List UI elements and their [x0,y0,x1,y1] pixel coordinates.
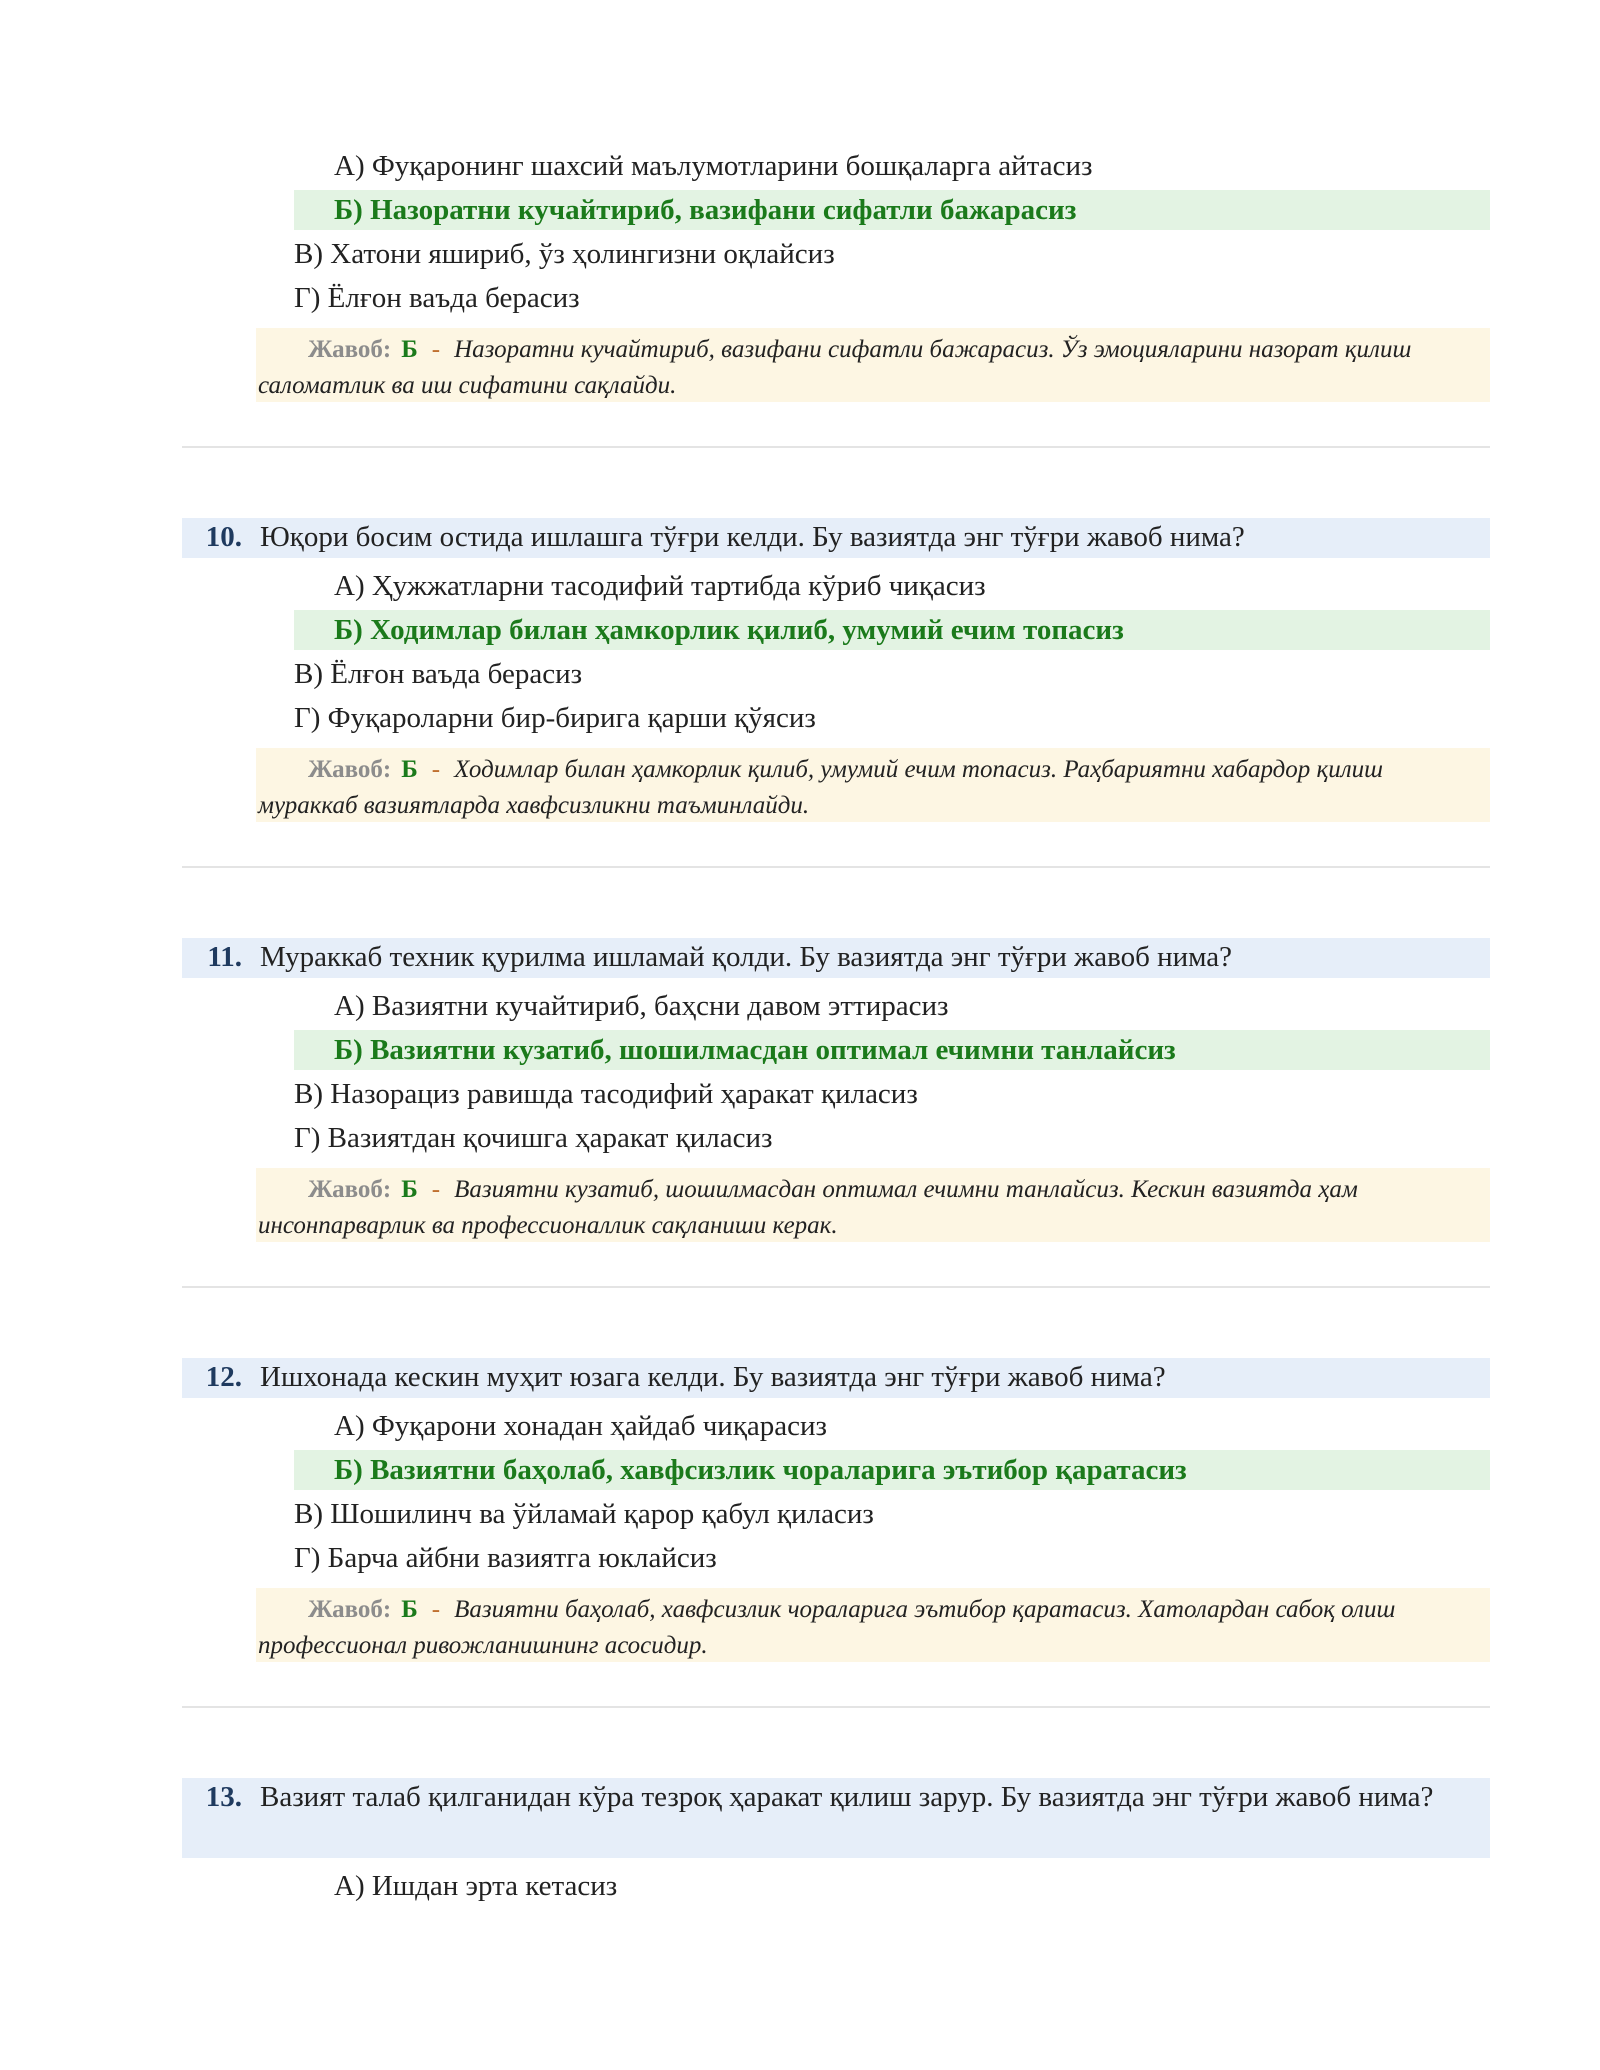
answer-explanation: Вазиятни кузатиб, шошилмасдан оптимал ечимни танлайсиз. Кескин вазиятда ҳам инсонпарварлик ва профессионаллик сақланиши керак. [258,1176,1358,1239]
question-11 [182,938,1490,978]
answer-letter: Б [401,1596,418,1623]
answer-box [256,1588,1490,1662]
answer-box [256,1168,1490,1242]
answer-box [256,748,1490,822]
option-c: В) Шошилинч ва ўйламай қарор қабул қиласиз [294,1498,874,1530]
answer-box [256,328,1490,402]
option-d: Г) Вазиятдан қочишга ҳаракат қиласиз [294,1122,773,1154]
option-d: Г) Фуқароларни бир-бирига қарши қўясиз [294,702,816,734]
answer-label: Жавоб: [308,756,392,783]
question-12 [182,1358,1490,1398]
question-10 [182,518,1490,558]
option-a: А) Ҳужжатларни тасодифий тартибда кўриб чиқасиз [334,570,986,602]
option-b-correct: Б) Назоратни кучайтириб, вазифани сифатли бажарасиз [294,190,1490,230]
question-number: 10. [205,521,242,553]
option-b-correct: Б) Вазиятни баҳолаб, хавфсизлик чораларига эътибор қаратасиз [294,1450,1490,1490]
answer-dash: - [431,1596,441,1623]
question-13 [182,1778,1490,1858]
question-text: Ишхонада кескин муҳит юзага келди. Бу вазиятда энг тўғри жавоб нима? [260,1361,1166,1393]
answer-letter: Б [401,336,418,363]
option-a: А) Фуқарони хонадан ҳайдаб чиқарасиз [334,1410,827,1442]
divider [182,446,1490,448]
question-text: Вазият талаб қилганидан кўра тезроқ ҳаракат қилиш зарур. Бу вазиятда энг тўғри жавоб нима? [260,1781,1434,1813]
question-text: Юқори босим остида ишлашга тўғри келди. Бу вазиятда энг тўғри жавоб нима? [260,521,1245,553]
answer-explanation: Вазиятни баҳолаб, хавфсизлик чораларига эътибор қаратасиз. Хатолардан сабоқ олиш профессионал ривожланишнинг асосидир. [258,1596,1396,1659]
answer-dash: - [431,756,441,783]
answer-letter: Б [401,1176,418,1203]
option-a: А) Фуқаронинг шахсий маълумотларини бошқаларга айтасиз [334,150,1093,182]
option-a: А) Ишдан эрта кетасиз [334,1870,618,1902]
answer-dash: - [431,336,441,363]
question-number: 12. [205,1361,242,1393]
question-text: Мураккаб техник қурилма ишламай қолди. Бу вазиятда энг тўғри жавоб нима? [260,941,1233,973]
option-c: В) Хатони яшириб, ўз ҳолингизни оқлайсиз [294,238,835,270]
answer-explanation: Назоратни кучайтириб, вазифани сифатли бажарасиз. Ўз эмоцияларини назорат қилиш саломатлик ва иш сифатини сақлайди. [258,336,1412,399]
divider [182,1706,1490,1708]
answer-label: Жавоб: [308,336,392,363]
answer-dash: - [431,1176,441,1203]
question-number: 13. [205,1781,242,1813]
option-b-correct: Б) Ходимлар билан ҳамкорлик қилиб, умумий ечим топасиз [294,610,1490,650]
answer-label: Жавоб: [308,1176,392,1203]
divider [182,1286,1490,1288]
divider [182,866,1490,868]
option-c: В) Ёлғон ваъда берасиз [294,658,583,690]
option-b-correct: Б) Вазиятни кузатиб, шошилмасдан оптимал ечимни танлайсиз [294,1030,1490,1070]
option-d: Г) Ёлғон ваъда берасиз [294,282,580,314]
answer-letter: Б [401,756,418,783]
option-a: А) Вазиятни кучайтириб, баҳсни давом эттирасиз [334,990,949,1022]
question-number: 11. [207,941,242,973]
answer-explanation: Ходимлар билан ҳамкорлик қилиб, умумий ечим топасиз. Раҳбариятни хабардор қилиш мураккаб вазиятларда хавфсизликни таъминлайди. [258,756,1384,819]
answer-label: Жавоб: [308,1596,392,1623]
option-d: Г) Барча айбни вазиятга юклайсиз [294,1542,717,1574]
option-c: В) Назорациз равишда тасодифий ҳаракат қиласиз [294,1078,918,1110]
